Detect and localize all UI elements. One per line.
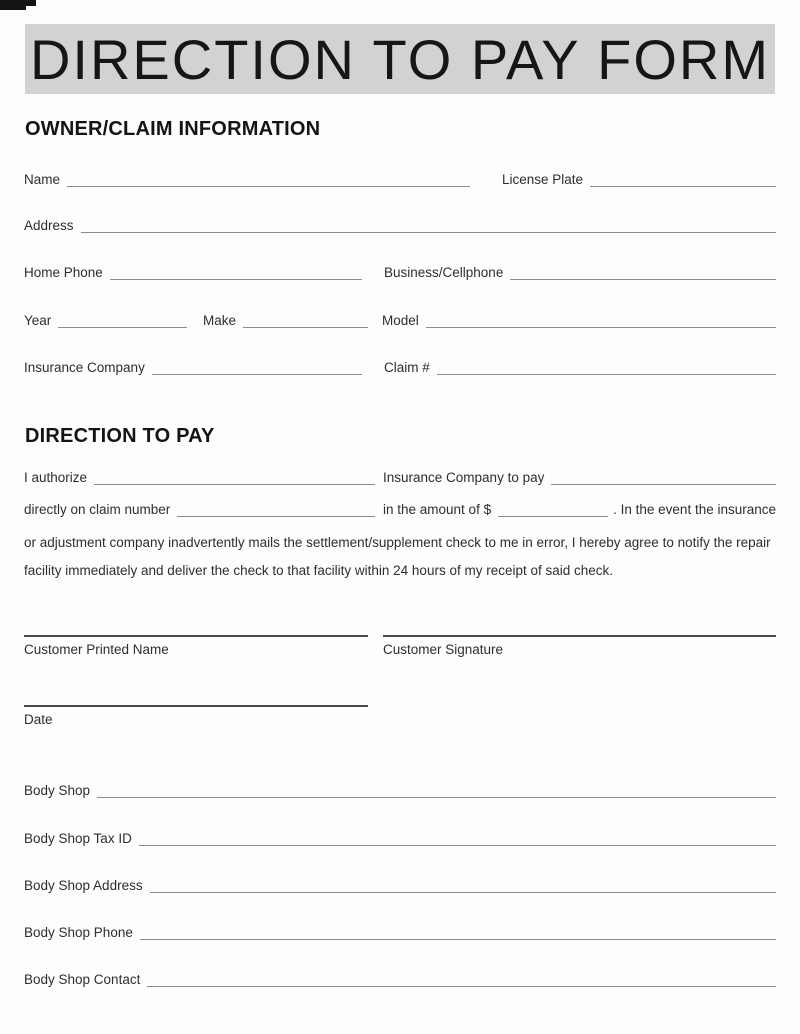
year-field-blank[interactable]	[58, 311, 187, 328]
claim-amount-row	[24, 495, 776, 517]
amount-label-text: in the amount of $	[383, 502, 492, 517]
customer-signature-block	[383, 635, 776, 657]
printed-name-block	[24, 635, 368, 657]
authorized-company-field-blank[interactable]	[94, 468, 375, 485]
authorized-company-field-group	[24, 468, 375, 485]
model-field-blank[interactable]	[426, 311, 776, 328]
insurance-company-field-blank[interactable]	[152, 358, 362, 375]
customer-signature-label: Customer Signature	[383, 642, 504, 657]
date-block	[24, 705, 368, 727]
body-shop-field-group	[24, 781, 776, 798]
body-shop-label: Body Shop	[24, 783, 91, 798]
body-shop-contact-label: Body Shop Contact	[24, 972, 141, 987]
body-shop-tax-id-field-group	[24, 829, 776, 846]
body-shop-address-field-blank[interactable]	[150, 876, 776, 893]
signature-row	[24, 635, 776, 657]
year-label: Year	[24, 313, 52, 328]
body-shop-phone-field-group	[24, 923, 776, 940]
business-cellphone-field-group	[384, 263, 776, 280]
body-shop-contact-row	[24, 965, 776, 987]
home-phone-label: Home Phone	[24, 265, 103, 280]
date-line[interactable]	[24, 705, 368, 707]
claim-number-field-group	[384, 358, 776, 375]
body-shop-contact-field-blank[interactable]	[147, 970, 776, 987]
body-shop-field-blank[interactable]	[97, 781, 776, 798]
claim-number-field-blank[interactable]	[437, 358, 776, 375]
body-shop-phone-field-blank[interactable]	[140, 923, 776, 940]
authorize-prefix-text: I authorize	[24, 470, 88, 485]
license-plate-field-group	[502, 170, 776, 187]
amount-field-blank[interactable]	[498, 500, 608, 517]
address-row	[24, 211, 776, 233]
payee-field-blank[interactable]	[551, 468, 776, 485]
model-field-group	[382, 311, 776, 328]
claim-number-blank-group	[24, 500, 375, 517]
printed-name-label: Customer Printed Name	[24, 642, 169, 657]
address-field-blank[interactable]	[81, 216, 776, 233]
body-shop-tax-id-field-blank[interactable]	[139, 829, 776, 846]
payee-field-group	[383, 468, 776, 485]
direction-to-pay-section-heading: DIRECTION TO PAY	[25, 425, 215, 447]
body-shop-phone-row	[24, 918, 776, 940]
phone-row	[24, 258, 776, 280]
body-shop-row	[24, 776, 776, 798]
authorize-row	[24, 463, 776, 485]
license-plate-label: License Plate	[502, 172, 584, 187]
scan-artifact	[0, 0, 26, 10]
license-plate-field-blank[interactable]	[590, 170, 776, 187]
amount-suffix-text: . In the event the insurance	[613, 502, 776, 517]
owner-claim-section-heading: OWNER/CLAIM INFORMATION	[25, 118, 321, 140]
business-cellphone-field-blank[interactable]	[510, 263, 776, 280]
customer-signature-line[interactable]	[383, 635, 776, 637]
make-field-group	[203, 311, 368, 328]
body-shop-address-row	[24, 871, 776, 893]
address-field-group	[24, 216, 776, 233]
body-shop-tax-id-label: Body Shop Tax ID	[24, 831, 132, 846]
amount-field-group	[383, 500, 776, 517]
make-label: Make	[203, 313, 237, 328]
body-shop-address-field-group	[24, 876, 776, 893]
date-label: Date	[24, 712, 53, 727]
name-label: Name	[24, 172, 61, 187]
page-title: DIRECTION TO PAY FORM	[29, 27, 770, 91]
name-field-blank[interactable]	[67, 170, 470, 187]
claim-number-label: Claim #	[384, 360, 430, 375]
year-field-group	[24, 311, 187, 328]
address-label: Address	[24, 218, 74, 233]
year-make-model-row	[24, 306, 776, 328]
body-shop-phone-label: Body Shop Phone	[24, 925, 133, 940]
title-banner	[25, 24, 775, 94]
claim-prefix-text: directly on claim number	[24, 502, 171, 517]
authorize-middle-text: Insurance Company to pay	[383, 470, 545, 485]
model-label: Model	[382, 313, 419, 328]
name-row	[24, 165, 776, 187]
insurance-company-field-group	[24, 358, 362, 375]
home-phone-field-group	[24, 263, 362, 280]
direction-claim-number-field-blank[interactable]	[177, 500, 375, 517]
make-field-blank[interactable]	[243, 311, 368, 328]
business-cellphone-label: Business/Cellphone	[384, 265, 504, 280]
body-shop-address-label: Body Shop Address	[24, 878, 143, 893]
home-phone-field-blank[interactable]	[110, 263, 362, 280]
body-shop-contact-field-group	[24, 970, 776, 987]
body-shop-tax-id-row	[24, 824, 776, 846]
agreement-text-line3: or adjustment company inadvertently mails the settlement/supplement check to me in error, I hereby agree to notify the repair	[24, 535, 771, 550]
name-field-group	[24, 170, 470, 187]
insurance-claim-row	[24, 353, 776, 375]
agreement-text-line4: facility immediately and deliver the check to that facility within 24 hours of my receipt of said check.	[24, 563, 614, 578]
insurance-company-label: Insurance Company	[24, 360, 145, 375]
printed-name-signature-line[interactable]	[24, 635, 368, 637]
